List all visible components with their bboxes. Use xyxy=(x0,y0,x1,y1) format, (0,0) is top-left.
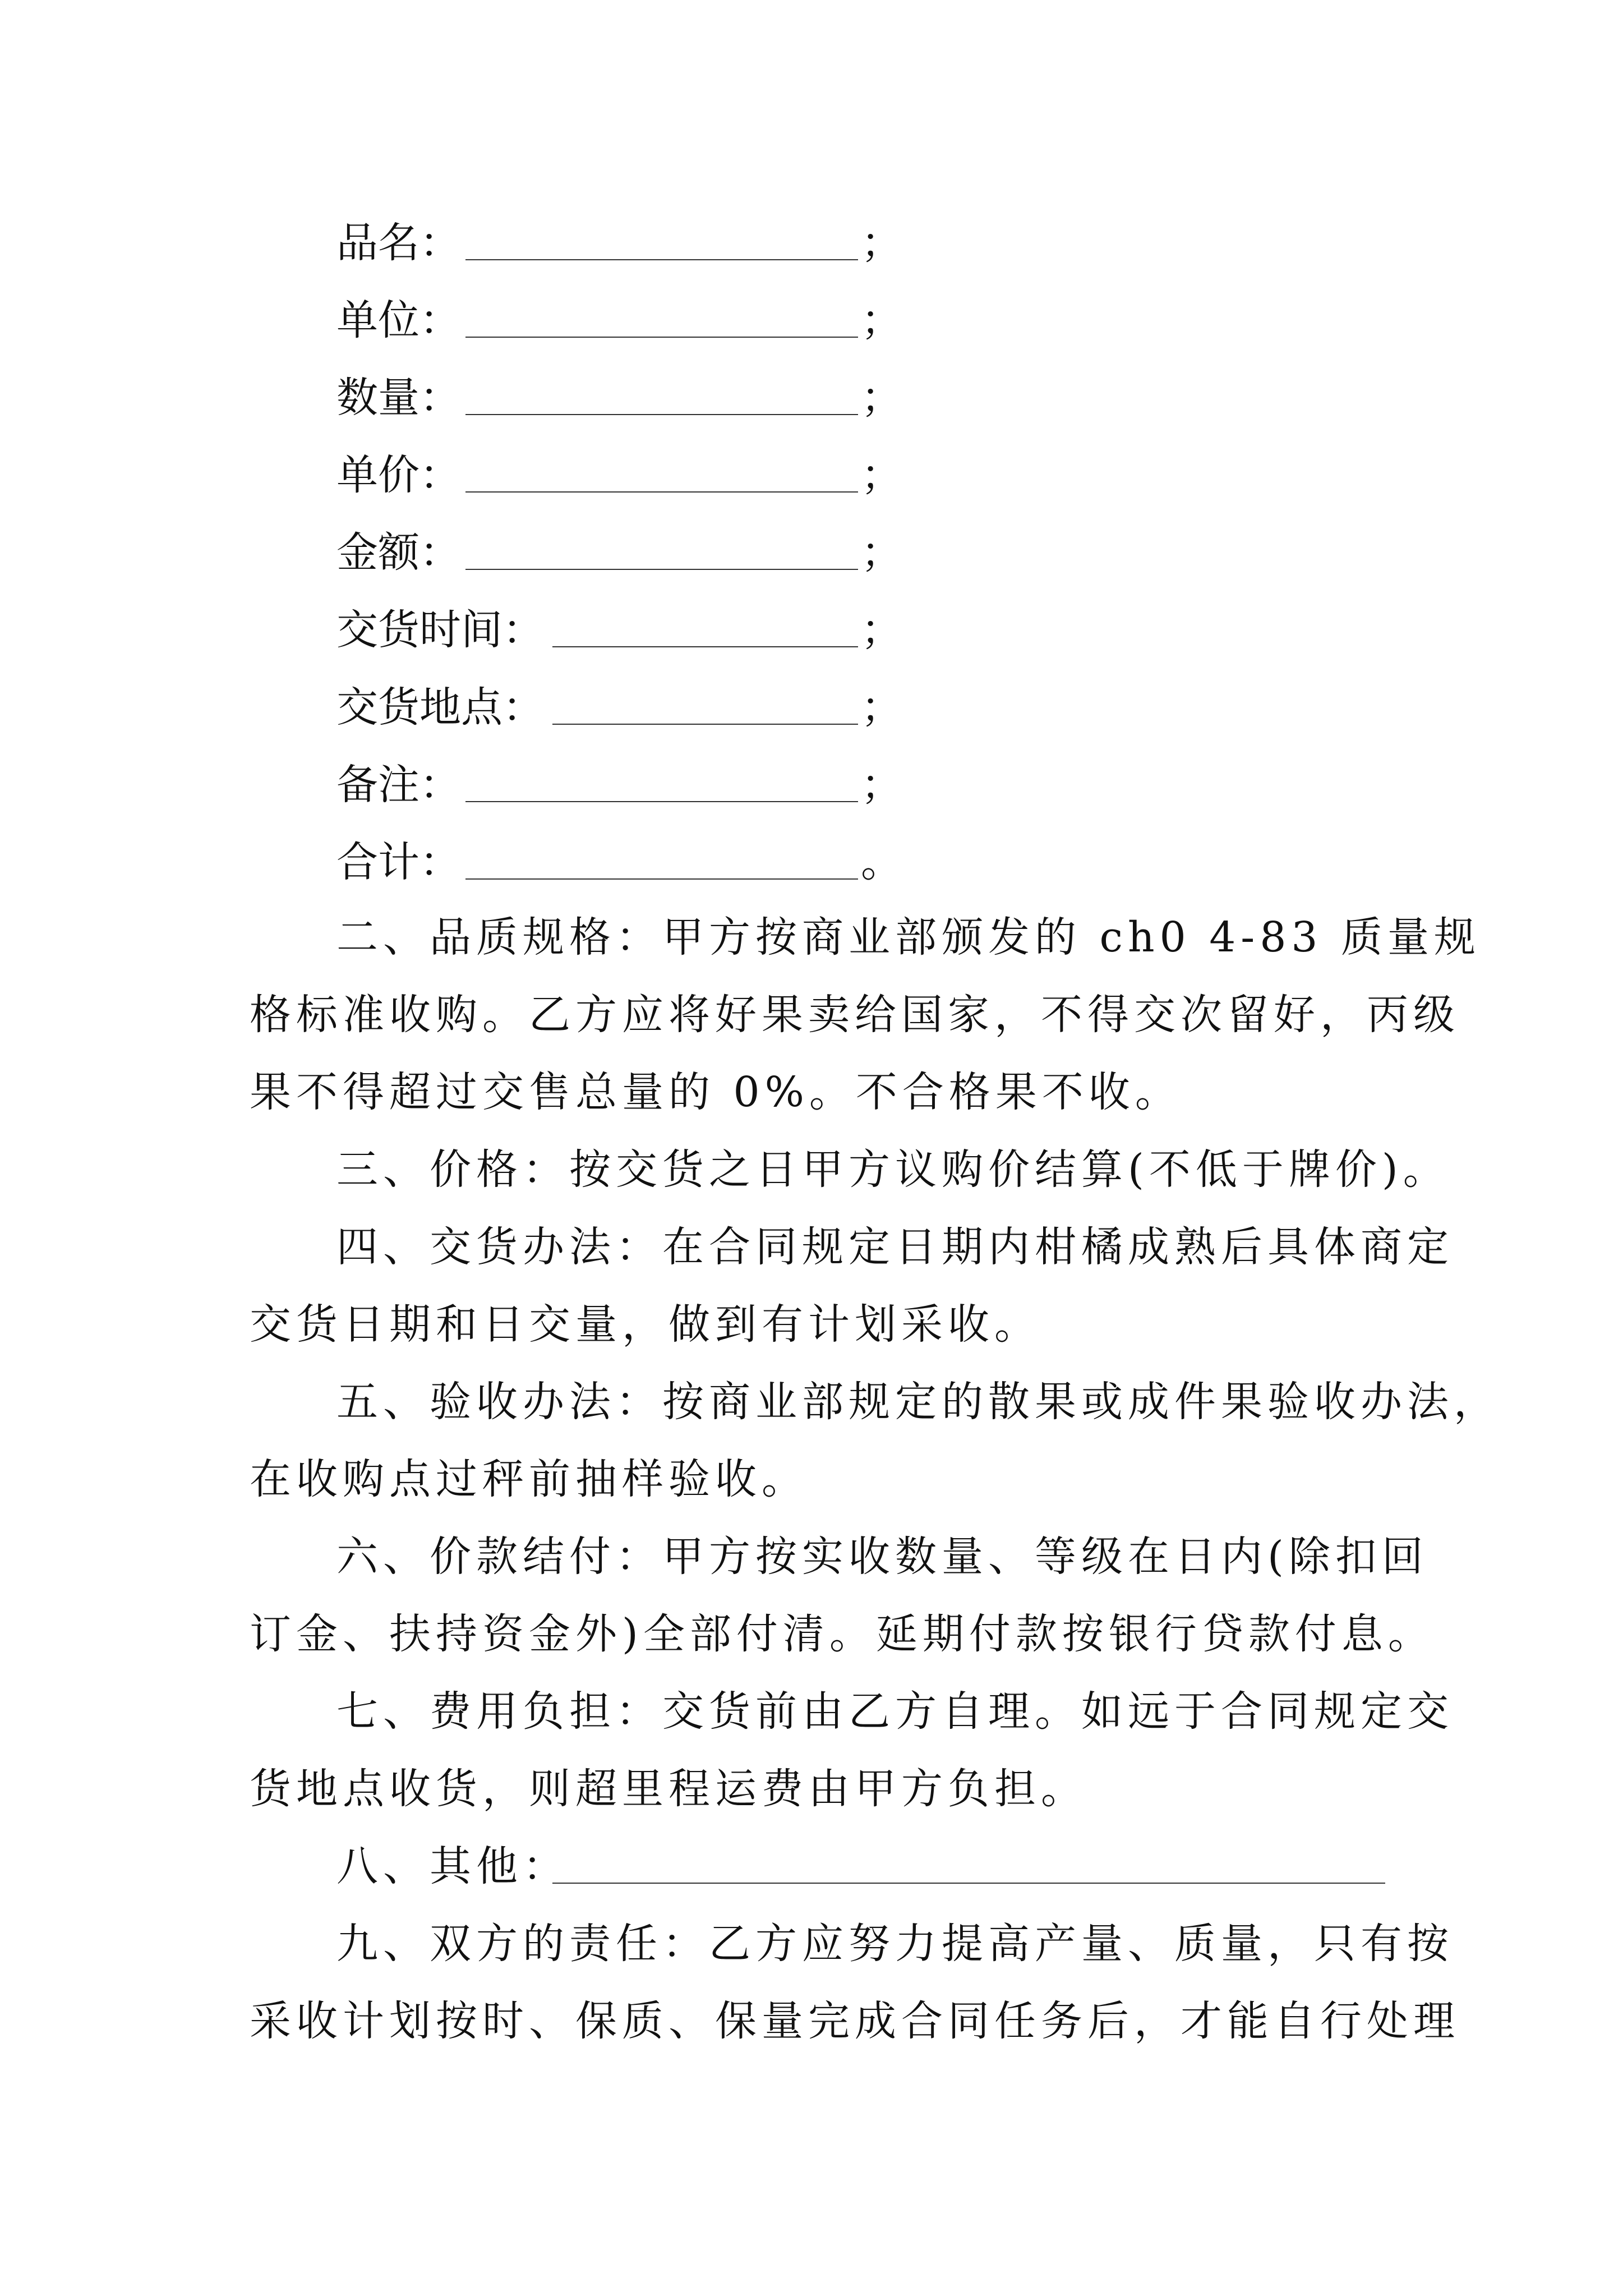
blank-underline xyxy=(465,259,858,260)
field-label: 备注： xyxy=(336,761,461,809)
paragraph-line: 在收购点过秤前抽样验收。 xyxy=(250,1455,808,1503)
field-label: 交货时间： xyxy=(336,606,544,654)
field-label: 单价： xyxy=(336,451,461,499)
paragraph-line: 二、品质规格：甲方按商业部颁发的 ch0 4-83 质量规 xyxy=(336,913,1481,961)
field-punctuation: ； xyxy=(861,683,902,731)
field-row-delivery-location xyxy=(0,677,1623,738)
blank-underline xyxy=(465,801,858,802)
paragraph-line: 果不得超过交售总量的 0%。不合格果不收。 xyxy=(250,1068,1182,1116)
paragraph-line: 格标准收购。乙方应将好果卖给国家，不得交次留好，丙级 xyxy=(250,991,1460,1039)
field-punctuation: ； xyxy=(861,451,902,499)
field-punctuation: ； xyxy=(861,528,902,577)
paragraph-line: 七、费用负担：交货前由乙方自理。如远于合同规定交 xyxy=(336,1687,1454,1736)
paragraph-line: 采收计划按时、保质、保量完成合同任务后，才能自行处理 xyxy=(250,1997,1460,2045)
field-row-product-name xyxy=(0,212,1623,274)
paragraph-line: 六、价款结付：甲方按实收数量、等级在日内(除扣回 xyxy=(336,1533,1428,1581)
field-label: 数量： xyxy=(336,374,461,422)
field-row-total xyxy=(0,831,1623,893)
field-row-quantity xyxy=(0,367,1623,429)
blank-underline xyxy=(465,878,858,880)
field-row-unit-price xyxy=(0,444,1623,506)
field-label: 单位： xyxy=(336,296,461,344)
blank-underline xyxy=(465,414,858,415)
blank-underline xyxy=(552,1883,1385,1884)
blank-underline xyxy=(552,724,858,725)
blank-underline xyxy=(552,646,858,647)
paragraph-line: 货地点收货，则超里程运费由甲方负担。 xyxy=(250,1765,1087,1813)
field-row-amount xyxy=(0,522,1623,583)
field-punctuation: ； xyxy=(861,761,902,809)
paragraph-line: 订金、扶持资金外)全部付清。延期付款按银行贷款付息。 xyxy=(250,1610,1435,1658)
field-punctuation: ； xyxy=(861,296,902,344)
field-punctuation: 。 xyxy=(861,838,902,886)
paragraph-line: 五、验收办法：按商业部规定的散果或成件果验收办法， xyxy=(336,1378,1500,1426)
paragraph-line: 九、双方的责任：乙方应努力提高产量、质量，只有按 xyxy=(336,1920,1454,1968)
blank-underline xyxy=(465,337,858,338)
field-label: 合计： xyxy=(336,838,461,886)
field-label: 交货地点： xyxy=(336,683,544,731)
blank-underline xyxy=(465,569,858,570)
field-row-remarks xyxy=(0,754,1623,816)
paragraph-line: 三、价格：按交货之日甲方议购价结算(不低于牌价)。 xyxy=(336,1145,1450,1194)
field-row-delivery-time xyxy=(0,599,1623,661)
paragraph-line: 八、其他： xyxy=(336,1842,569,1890)
paragraph-line: 四、交货办法：在合同规定日期内柑橘成熟后具体商定 xyxy=(336,1223,1454,1271)
paragraph-line: 交货日期和日交量，做到有计划采收。 xyxy=(250,1300,1041,1349)
field-punctuation: ； xyxy=(861,219,902,267)
field-punctuation: ； xyxy=(861,374,902,422)
blank-underline xyxy=(465,491,858,493)
field-label: 品名： xyxy=(336,219,461,267)
field-label: 金额： xyxy=(336,528,461,577)
field-row-unit xyxy=(0,289,1623,351)
field-punctuation: ； xyxy=(861,606,902,654)
